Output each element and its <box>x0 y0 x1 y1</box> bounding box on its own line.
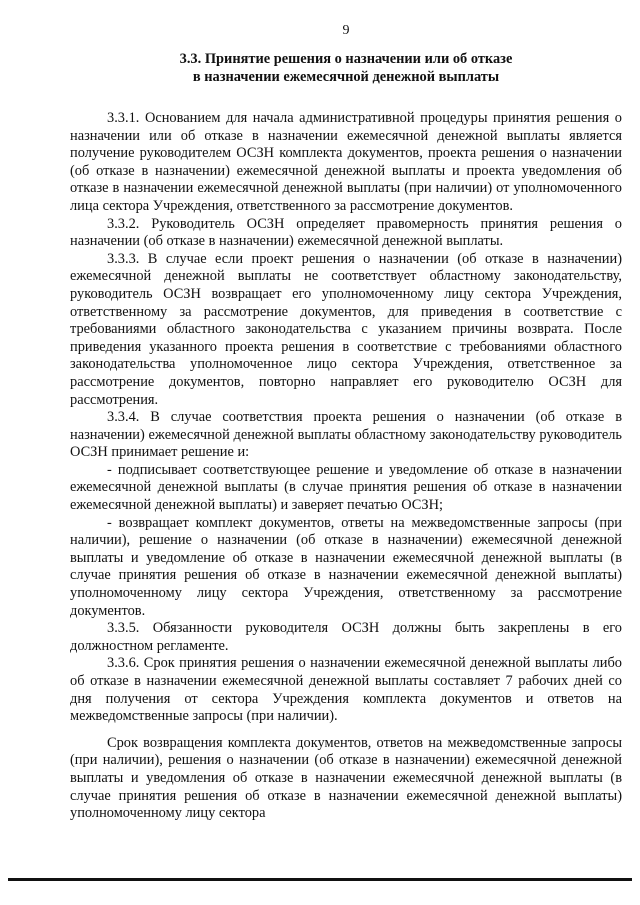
section-heading-line-2: в назначении ежемесячной денежной выплаты <box>192 69 500 85</box>
paragraph-return-deadline: Срок возвращения комплекта документов, ответов на межведомственные запросы (при наличии), решения о назначении (об отказе в назначении) ежемесячной денежной выплаты и уведомления об отказе в назначении ежемесячной денежной выплаты (в случае принятия решения об отказе в назначении ежемесячной денежной выплаты) уполномоченному лицу сектора <box>70 734 622 822</box>
paragraph-3-3-3: 3.3.3. В случае если проект решения о назначении (об отказе в назначении) ежемесячной денежной выплаты не соответствует областному законодательству, руководитель ОСЗН возвращает его уполномоченному лицу сектора Учреждения, ответственному за рассмотрение документов, для приведения в соответствие с требованиями областного законодательства с указанием причины возврата. После приведения указанного проекта решения в соответствие с требованиями областного законодательства уполномоченное лицо сектора Учреждения, ответственное за рассмотрение документов, повторно направляет его руководителю ОСЗН для рассмотрения. <box>70 250 622 408</box>
paragraph-3-3-4: 3.3.4. В случае соответствия проекта решения о назначении (об отказе в назначении) ежемесячной денежной выплаты областному законодательству руководитель ОСЗН принимает решение и: <box>70 409 622 461</box>
section-heading-line-1: 3.3. Принятие решения о назначении или об отказе <box>179 51 513 67</box>
list-item-sign: - подписывает соответствующее решение и уведомление об отказе в назначении ежемесячной денежной выплаты (в случае принятия решения об отказе в назначении ежемесячной денежной выплаты) и заверяет печатью ОСЗН; <box>70 461 622 514</box>
document-page <box>70 22 622 823</box>
paragraph-3-3-6: 3.3.6. Срок принятия решения о назначении ежемесячной денежной выплаты либо об отказе в назначении ежемесячной денежной выплаты составляет 7 рабочих дней со дня получения от сектора Учреждения комплекта документов и ответов на межведомственные запросы (при наличии). <box>70 655 622 725</box>
paragraph-3-3-1: 3.3.1. Основанием для начала административной процедуры принятия решения о назначении или об отказе в назначении ежемесячной денежной выплаты является получение руководителем ОСЗН комплекта документов, проекта решения о назначении (об отказе в назначении) ежемесячной денежной выплаты и проекта уведомления об отказе в назначении ежемесячной денежной выплаты (при наличии) от уполномоченного лица сектора Учреждения, ответственного за рассмотрение документов. <box>70 110 622 214</box>
paragraph-3-3-5: 3.3.5. Обязанности руководителя ОСЗН должны быть закреплены в его должностном регламенте. <box>70 620 622 654</box>
paragraph-3-3-2: 3.3.2. Руководитель ОСЗН определяет правомерность принятия решения о назначении (об отказе в назначении) ежемесячной денежной выплаты. <box>70 215 622 250</box>
scan-bottom-rule <box>8 878 632 881</box>
section-heading <box>70 50 622 86</box>
page-number: 9 <box>342 23 350 38</box>
list-item-return: - возвращает комплект документов, ответы на межведомственные запросы (при наличии), решение о назначении (об отказе в назначении) ежемесячной денежной выплаты и уведомление об отказе в назначении ежемесячной денежной выплаты (в случае принятия решения об отказе в назначении ежемесячной денежной выплаты) уполномоченному лицу сектора Учреждения, ответственному за рассмотрение документов. <box>70 514 622 619</box>
